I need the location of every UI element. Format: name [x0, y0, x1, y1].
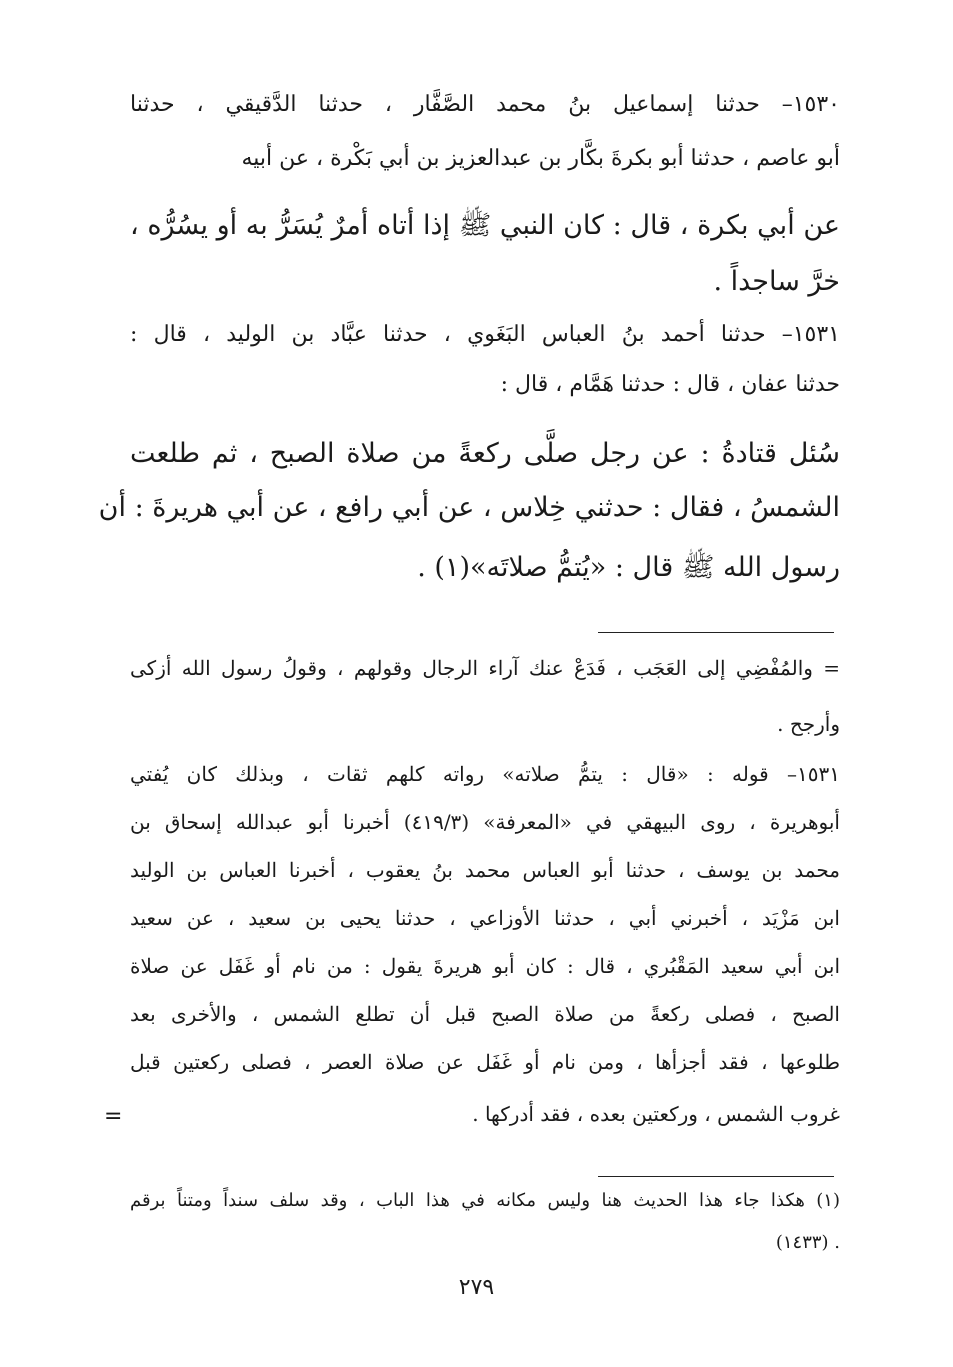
hadith-1530-line-3: عن أبي بكرة ، قال : كان النبي ﷺ إذا أتاه أمرٌ يُسَرُّ به أو يسُرُّه ،	[130, 210, 840, 241]
commentary-1531-line-8: غروب الشمس ، وركعتين بعده ، فقد أدركها .	[472, 1102, 840, 1126]
hadith-1530-line-2: أبو عاصم ، حدثنا أبو بكرةَ بكَّار بن عبدالعزيز بن أبي بَكْرة ، عن أبيه	[241, 146, 840, 171]
commentary-1531-line-3: محمد بن يوسف ، حدثنا أبو العباس محمد بنُ يعقوب ، أخبرنا العباس بن الوليد	[130, 858, 840, 882]
hadith-1531-line-2: حدثنا عفان ، قال : حدثنا هَمَّام ، قال :	[500, 372, 840, 397]
commentary-1531-line-7: طلوعها ، فقد أجزأها ، ومن نام أو غَفَل عن صلاة العصر ، فصلى ركعتين قبل	[130, 1050, 840, 1074]
commentary-continuation-line-1: = والمُفْضِي إلى العَجَب ، فَدَعْ عنك آراء الرجال وقولهم ، وقولُ رسول الله أزكى	[130, 656, 840, 680]
commentary-1531-line-5: ابن أبي سعيد المَقْبُري ، قال : كان أبو هريرةَ يقول : من نام أو غَفَل عن صلاة	[130, 954, 840, 978]
hadith-1531-line-4: الشمسُ ، فقال : حدثني خِلاس ، عن أبي رافع ، عن أبي هريرةَ : أن	[98, 492, 840, 523]
commentary-1531-line-4: ابن مَزْيَد ، أخبرني أبي ، حدثنا الأوزاعي ، حدثنا يحيى بن سعيد ، عن سعيد	[130, 906, 840, 930]
hadith-1531-line-5: رسول الله ﷺ قال : «يُتمُّ صلاتَه»(١) .	[417, 552, 840, 583]
page-number: ٢٧٩	[458, 1275, 495, 1300]
commentary-1531-line-1: ١٥٣١– قوله : «قال : يتمُّ صلاته» رواته كلهم ثقات ، وبذلك كان يُفتي	[130, 762, 840, 786]
hadith-1531-line-1: ١٥٣١– حدثنا أحمد بنُ العباس البَغَوي ، حدثنا عبَّاد بن الوليد ، قال :	[130, 322, 840, 347]
hadith-1531-line-3: سُئل قتادةُ : عن رجل صلَّى ركعةً من صلاة الصبح ، ثم طلعت	[130, 438, 840, 469]
commentary-continuation-line-2: وأرجح .	[777, 712, 840, 736]
footnote-line-1: (١) هكذا جاء هذا الحديث هنا وليس مكانه في هذا الباب ، وقد سلف سنداً ومتناً برقم	[130, 1190, 840, 1211]
hadith-1530-line-1: ١٥٣٠– حدثنا إسماعيل بنُ محمد الصَّفَّار ، حدثنا الدَّقيقي ، حدثنا	[130, 92, 840, 117]
commentary-1531-line-6: الصبح ، فصلى ركعةً من صلاة الصبح قبل أن تطلع الشمس ، والأخرى بعد	[130, 1002, 840, 1026]
footnote-separator	[598, 1176, 834, 1177]
commentary-separator	[598, 632, 834, 633]
hadith-1530-line-4: خرَّ ساجداً .	[713, 266, 840, 297]
continuation-mark: =	[104, 1104, 123, 1129]
commentary-1531-line-2: أبوهريرة ، روى البيهقي في «المعرفة» (٤١٩/٣) أخبرنا أبو عبدالله إسحاق بن	[130, 810, 840, 834]
footnote-line-2: (١٤٣٣) .	[775, 1232, 840, 1253]
